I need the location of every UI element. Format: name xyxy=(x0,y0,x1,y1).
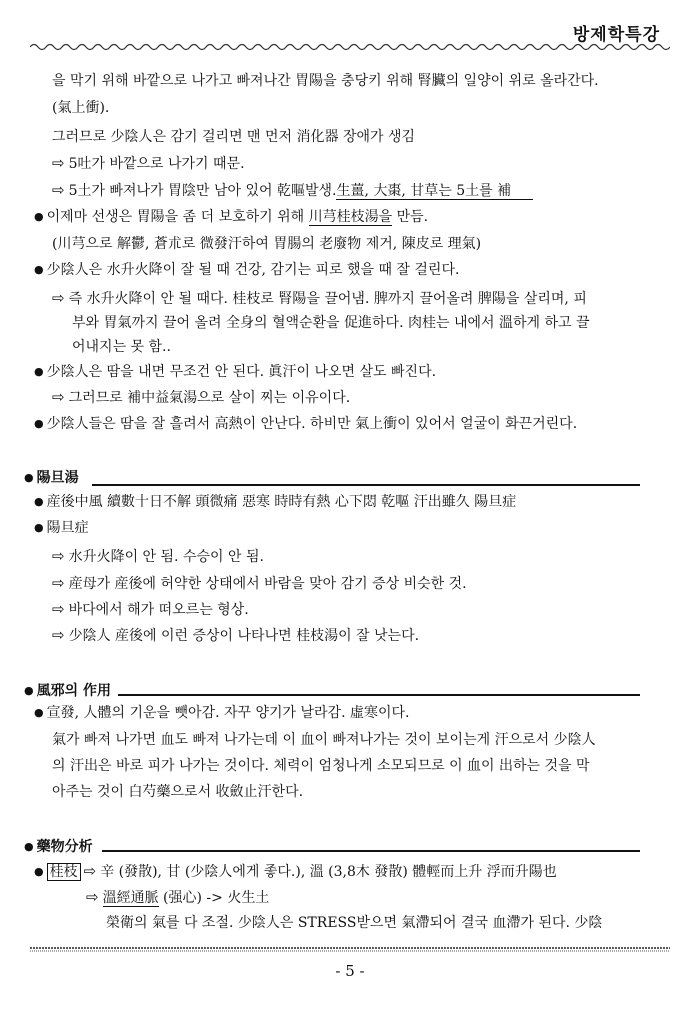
text-line: ⇨ 産母가 産後에 허약한 상태에서 바람을 맞아 감기 증상 비슷한 것. xyxy=(52,574,467,592)
bullet-line: ● 産後中風 續數十日不解 頭微痛 惡寒 時時有熱 心下悶 乾嘔 汗出雖久 陽旦症 xyxy=(34,493,516,512)
arrow-icon: ⇨ xyxy=(52,574,65,592)
text-line: ⇨ 溫經通脈 (强心) -> 火生土 xyxy=(86,888,270,906)
section-heading: ● 風邪의 作用 xyxy=(24,680,111,700)
text-line: 을 막기 위해 바깥으로 나가고 빠져나간 胃陽을 충당키 위해 腎臟의 일양이 위로 올라간다. xyxy=(52,73,599,89)
text-line: (川芎으로 解鬱, 蒼朮로 微發汗하여 胃腸의 老廢物 제거, 陳皮로 理氣) xyxy=(52,236,482,252)
page-number: - 5 - xyxy=(335,962,365,980)
bullet-line: ● 宣發, 人體의 기운을 뺏아감. 자꾸 양기가 날라감. 虛寒이다. xyxy=(34,704,409,723)
arrow-icon: ⇨ xyxy=(52,289,65,307)
bullet-icon xyxy=(34,494,47,510)
bullet-icon xyxy=(34,520,47,536)
bullet-icon xyxy=(34,416,47,432)
underlined-phrase: 溫經通脈 xyxy=(102,890,159,906)
arrow-icon: ⇨ xyxy=(52,181,65,199)
bullet-icon xyxy=(34,262,47,278)
section-rule xyxy=(92,484,640,486)
text-line: 그러므로 少陰人은 감기 걸리면 맨 먼저 消化器 장애가 생김 xyxy=(52,129,416,145)
arrow-icon: ⇨ xyxy=(52,626,65,644)
arrow-icon: ⇨ xyxy=(52,388,65,406)
text-line: ⇨ 5土가 빠져나가 胃陰만 남아 있어 乾嘔발생.生薑, 大棗, 甘草는 5土를 補 xyxy=(52,181,533,200)
arrow-icon: ⇨ xyxy=(52,600,65,618)
bullet-line: ● 少陰人은 水升火降이 잘 될 때 건강, 감기는 피로 했을 때 잘 걸린다. xyxy=(34,261,459,280)
arrow-icon: ⇨ xyxy=(83,862,97,880)
section-rule xyxy=(102,850,640,852)
arrow-icon: ⇨ xyxy=(86,888,99,906)
text-line: ⇨ 少陰人 産後에 이런 증상이 나타나면 桂枝湯이 잘 낫는다. xyxy=(52,626,420,644)
bullet-icon xyxy=(34,705,47,721)
text-line: ⇨ 바다에서 해가 떠오르는 형상. xyxy=(52,600,249,618)
text-line: 榮衛의 氣를 다 조절. 少陰人은 STRESS받으면 氣滯되어 결국 血滯가 된다. 少陰 xyxy=(106,915,603,931)
text-line: 氣가 빠져 나가면 血도 빠져 나가는데 이 血이 빠져나가는 것이 보이는게 汗으로서 少陰人 xyxy=(52,732,596,748)
text-line: 어내지는 못 함.. xyxy=(72,339,171,355)
text-line: 부와 胃氣까지 끌어 올려 全身의 혈액순환을 促進하다. 肉桂는 내에서 溫하게 하고 끌 xyxy=(72,315,590,331)
underlined-phrase: 生薑, 大棗, 甘草는 5土를 補 xyxy=(336,183,533,200)
arrow-icon: ⇨ xyxy=(52,154,65,172)
text-line: ⇨ 5吐가 바깥으로 나가기 때문. xyxy=(52,154,245,172)
text-line: 의 汗出은 바로 피가 나가는 것이다. 체력이 엄청나게 소모되므로 이 血이 出하는 것을 막 xyxy=(52,758,590,774)
bullet-line: ● 陽旦症 xyxy=(34,519,89,538)
section-rule xyxy=(118,694,640,696)
section-heading: ● 藥物分析 xyxy=(24,836,93,856)
header-title: 방제학특강 xyxy=(572,25,660,45)
bullet-line: ● 이제마 선생은 胃陽을 좀 더 보호하기 위해 川芎桂枝湯을 만듬. xyxy=(34,208,428,227)
bullet-icon xyxy=(24,470,37,486)
bullet-icon xyxy=(34,209,47,225)
bullet-line: ● 少陰人은 땀을 내면 무조건 안 된다. 眞汗이 나오면 살도 빠진다. xyxy=(34,363,436,382)
text-line: (氣上衝). xyxy=(52,100,110,116)
arrow-icon: ⇨ xyxy=(52,547,65,565)
bullet-icon xyxy=(24,839,37,855)
header-wavy-rule xyxy=(30,42,670,52)
text-line: 아주는 것이 白芍藥으로서 收斂止汗한다. xyxy=(52,784,304,800)
bullet-icon xyxy=(24,683,37,699)
footer-rule xyxy=(30,946,670,954)
underlined-phrase: 川芎桂枝湯을 xyxy=(308,209,393,225)
section-heading: ● 陽旦湯 xyxy=(24,467,79,487)
bullet-line: ● 桂枝 ⇨ 辛 (發散), 甘 (少陰人에게 좋다.), 溫 (3,8木 發散) 體輕而上升 浮而升陽也 xyxy=(34,862,557,882)
text-line: ⇨ 그러므로 補中益氣湯으로 살이 찌는 이유이다. xyxy=(52,388,351,406)
bullet-line: ● 少陰人들은 땀을 잘 흘려서 高熱이 안난다. 하비만 氣上衝이 있어서 얼굴이 화끈거린다. xyxy=(34,415,577,434)
bullet-icon xyxy=(34,864,47,880)
bullet-icon xyxy=(34,364,47,380)
text-line: ⇨ 즉 水升火降이 안 될 때다. 桂枝로 腎陽을 끌어냄. 脾까지 끌어올려 脾陽을 살리며, 피 xyxy=(52,289,587,307)
boxed-term: 桂枝 xyxy=(47,863,81,881)
text-line: ⇨ 水升火降이 안 됨. 수승이 안 됨. xyxy=(52,547,264,565)
